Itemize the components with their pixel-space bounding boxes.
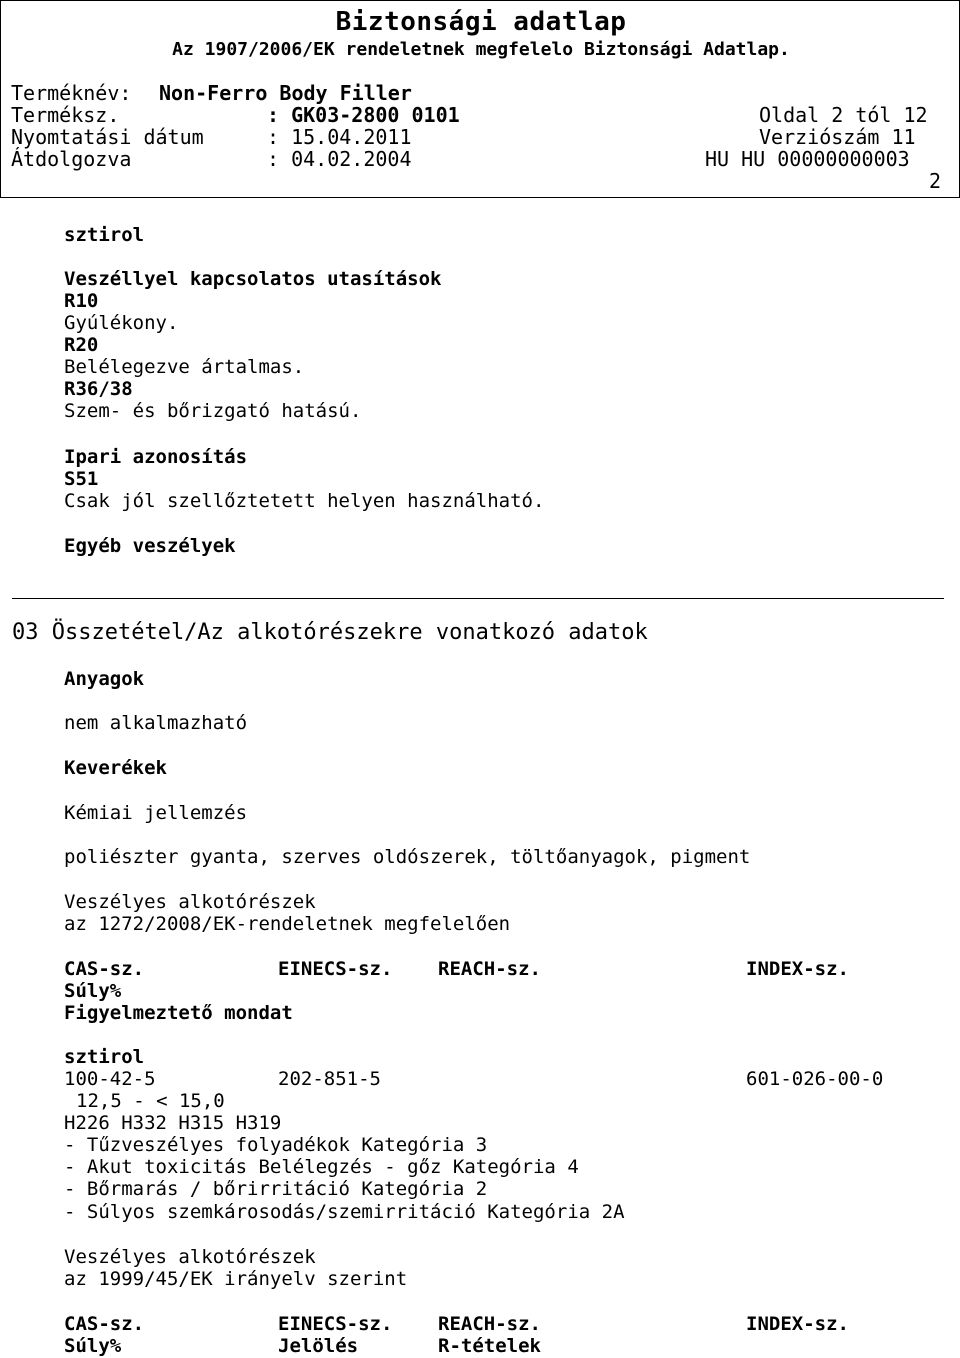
risk-text: Gyúlékony. [64, 312, 179, 334]
component-classification: - Tűzveszélyes folyadékok Kategória 3 [64, 1134, 488, 1156]
substances-heading: Anyagok [64, 668, 145, 690]
column-header-weight: Súly% [64, 1335, 122, 1357]
column-header-label: Jelölés [278, 1335, 359, 1357]
section-divider [12, 598, 944, 599]
component-classification: - Bőrmarás / bőrirritáció Kategória 2 [64, 1178, 488, 1200]
risk-code: R20 [64, 334, 99, 356]
substance-name: sztirol [64, 224, 145, 246]
other-hazards-heading: Egyéb veszélyek [64, 535, 236, 557]
component-einecs: 202-851-5 [278, 1068, 381, 1090]
component-classification: - Súlyos szemkárosodás/szemirritáció Kategória 2A [64, 1201, 625, 1223]
section-title: 03 Összetétel/Az alkotórészekre vonatkozó adatok [12, 620, 648, 645]
hazardous-components-heading: Veszélyes alkotórészek [64, 891, 316, 913]
chemical-characterization-value: poliészter gyanta, szerves oldószerek, töltőanyagok, pigment [64, 846, 751, 868]
column-header-hazard-statement: Figyelmeztető mondat [64, 1002, 293, 1024]
component-cas: 100-42-5 [64, 1068, 156, 1090]
product-number-value: : GK03-2800 0101 [267, 103, 460, 127]
product-number-label: Terméksz. [11, 103, 120, 127]
component-index: 601-026-00-0 [746, 1068, 884, 1090]
column-header-index: INDEX-sz. [746, 1313, 849, 1335]
print-date-value: : 15.04.2011 [267, 125, 412, 149]
column-header-cas: CAS-sz. [64, 958, 145, 980]
column-header-einecs: EINECS-sz. [278, 1313, 393, 1335]
hazardous-components-regulation: az 1272/2008/EK-rendeletnek megfelelően [64, 913, 511, 935]
region-code: HU HU 00000000003 [705, 147, 910, 171]
column-header-index: INDEX-sz. [746, 958, 849, 980]
column-header-r-phrases: R-tételek [438, 1335, 541, 1357]
document-title: Biztonsági adatlap [335, 7, 627, 37]
risk-code: R36/38 [64, 378, 133, 400]
product-name-value: Non-Ferro Body Filler [159, 81, 412, 105]
component-classification: - Akut toxicitás Belélegzés - gőz Kategória 4 [64, 1156, 579, 1178]
page-number: 2 [929, 169, 942, 193]
safety-text: Csak jól szellőztetett helyen használható. [64, 490, 545, 512]
product-name-label: Terméknév: [11, 81, 132, 105]
document-subtitle: Az 1907/2006/EK rendeletnek megfelelo Biztonsági Adatlap. [172, 39, 790, 60]
risk-text: Szem- és bőrizgató hatású. [64, 400, 362, 422]
safety-code: S51 [64, 468, 99, 490]
component-name: sztirol [64, 1046, 145, 1068]
revised-value: : 04.02.2004 [267, 147, 412, 171]
hazardous-components-heading-2: Veszélyes alkotórészek [64, 1246, 316, 1268]
print-date-label: Nyomtatási dátum [11, 125, 204, 149]
component-h-phrases: H226 H332 H315 H319 [64, 1112, 282, 1134]
substances-value: nem alkalmazható [64, 712, 248, 734]
version-info: Verziószám 11 [759, 125, 916, 149]
column-header-cas: CAS-sz. [64, 1313, 145, 1335]
page-info: Oldal 2 tól 12 [759, 103, 928, 127]
industrial-heading: Ipari azonosítás [64, 446, 248, 468]
mixtures-heading: Keverékek [64, 757, 167, 779]
risk-code: R10 [64, 290, 99, 312]
component-weight: 12,5 - < 15,0 [76, 1090, 225, 1112]
hazardous-components-directive: az 1999/45/EK irányelv szerint [64, 1268, 408, 1290]
chemical-characterization-label: Kémiai jellemzés [64, 802, 248, 824]
column-header-einecs: EINECS-sz. [278, 958, 393, 980]
column-header-reach: REACH-sz. [438, 1313, 541, 1335]
column-header-weight: Súly% [64, 980, 122, 1002]
risk-heading: Veszéllyel kapcsolatos utasítások [64, 268, 442, 290]
revised-label: Átdolgozva [11, 147, 132, 171]
column-header-reach: REACH-sz. [438, 958, 541, 980]
risk-text: Belélegezve ártalmas. [64, 356, 305, 378]
